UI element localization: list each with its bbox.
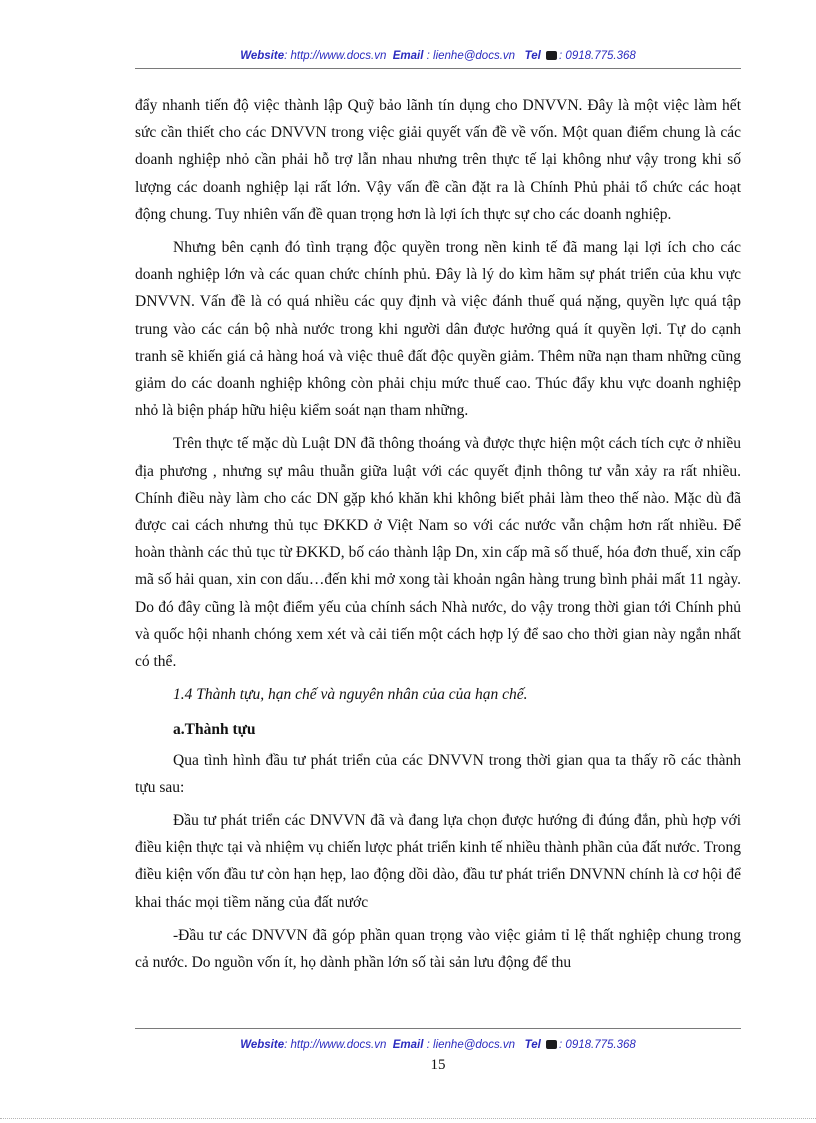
footer-rule — [135, 1028, 741, 1029]
website-url[interactable]: : http://www.docs.vn — [284, 50, 387, 62]
website-url[interactable]: : http://www.docs.vn — [284, 1039, 387, 1051]
section-heading: 1.4 Thành tựu, hạn chế và nguyên nhân của của hạn chế. — [173, 686, 528, 704]
paragraph: Qua tình hình đầu tư phát triển của các DNVVN trong thời gian qua ta thấy rõ các thành tựu sau: — [135, 751, 741, 796]
tel-label: Tel — [524, 50, 541, 62]
phone-icon — [546, 51, 557, 60]
paragraph: đẩy nhanh tiến độ việc thành lập Quỹ bảo lãnh tín dụng cho DNVVN. Đây là một việc làm hết sức cần thiết cho các DNVVN trong việc giải quyết vấn đề về vốn. Một quan điểm chung là các doanh nghiệp nhỏ cần phải hỗ trợ lẫn nhau nhưng trên thực tế lại không như vậy trong khi số lượng các doanh nghiệp lại rất lớn. Vậy vấn đề cần đặt ra là Chính Phủ phải tổ chức các hoạt động chung. Tuy nhiên vấn đề quan trọng hơn là lợi ích thực sự cho các doanh nghiệp. — [135, 97, 741, 223]
website-label: Website — [240, 50, 285, 62]
page-header — [135, 50, 741, 62]
email-value[interactable]: : lienhe@docs.vn — [426, 1039, 516, 1051]
page-edge — [0, 1118, 816, 1119]
tel-value: : 0918.775.368 — [559, 1039, 636, 1051]
email-label: Email — [392, 1039, 424, 1051]
page-number: 15 — [430, 1057, 446, 1073]
page-footer — [135, 1039, 741, 1051]
phone-icon — [546, 1040, 557, 1049]
paragraph: Đầu tư phát triển các DNVVN đã và đang lựa chọn được hướng đi đúng đắn, phù hợp với điều kiện thực tại và nhiệm vụ chiến lược phát triển kinh tế nhiều thành phần của đất nước. Trong điều kiện vốn đầu tư còn hạn hẹp, lao động dồi dào, đầu tư phát triển DNVNN chính là cơ hội để khai thác mọi tiềm năng của đất nước — [135, 812, 741, 911]
page-body — [135, 92, 741, 982]
email-label: Email — [392, 50, 424, 62]
paragraph: -Đầu tư các DNVVN đã góp phần quan trọng vào việc giảm tỉ lệ thất nghiệp chung trong cả nước. Do nguồn vốn ít, họ dành phần lớn số tài sản lưu động để thu — [135, 926, 741, 972]
paragraph: Nhưng bên cạnh đó tình trạng độc quyền trong nền kinh tế đã mang lại lợi ích cho các doanh nghiệp lớn và các quan chức chính phủ. Đây là lý do kìm hãm sự phát triển của khu vực DNVVN. Vấn đề là có quá nhiều các quy định và việc đánh thuế quá nặng, quyền lực quá tập trung vào các cán bộ nhà nước trong khi người dân được hưởng quá ít quyền lợi. Tự do cạnh tranh sẽ khiến giá cả hàng hoá và việc thuê đất độc quyền giảm. Thêm nữa nạn tham những cũng giảm do các doanh nghiệp không còn phải chịu mức thuế cao. Thúc đẩy khu vực doanh nghiệp nhỏ là biện pháp hữu hiệu kiểm soát nạn tham những. — [135, 239, 741, 420]
website-label: Website — [240, 1039, 285, 1051]
tel-value: : 0918.775.368 — [559, 50, 636, 62]
email-value[interactable]: : lienhe@docs.vn — [426, 50, 516, 62]
header-rule — [135, 68, 741, 69]
subsection-heading: a.Thành tựu — [173, 721, 256, 739]
tel-label: Tel — [524, 1039, 541, 1051]
paragraph: Trên thực tế mặc dù Luật DN đã thông thoáng và được thực hiện một cách tích cực ở nhiều địa phương , nhưng sự mâu thuẫn giữa luật với các quyết định thông tư vẫn xảy ra rất nhiều. Chính điều này làm cho các DN gặp khó khăn khi không biết phải làm theo thế nào. Mặc dù đã được cai cách nhưng thủ tục ĐKKD ở Việt Nam so với các nước vẫn chậm hơn rất nhiều. Để hoàn thành các thủ tục từ ĐKKD, bố cáo thành lập Dn, xin cấp mã số thuế, hóa đơn thuế, xin cấp mã số hải quan, xin con dấu…đến khi mở xong tài khoản ngân hàng trung bình phải mất 11 ngày. Do đó đây cũng là một điểm yếu của chính sách Nhà nước, do vậy trong thời gian tới Chính phủ và quốc hội nhanh chóng xem xét và cải tiến một cách hợp lý để sao cho thời gian này ngắn nhất có thể. — [135, 435, 741, 671]
